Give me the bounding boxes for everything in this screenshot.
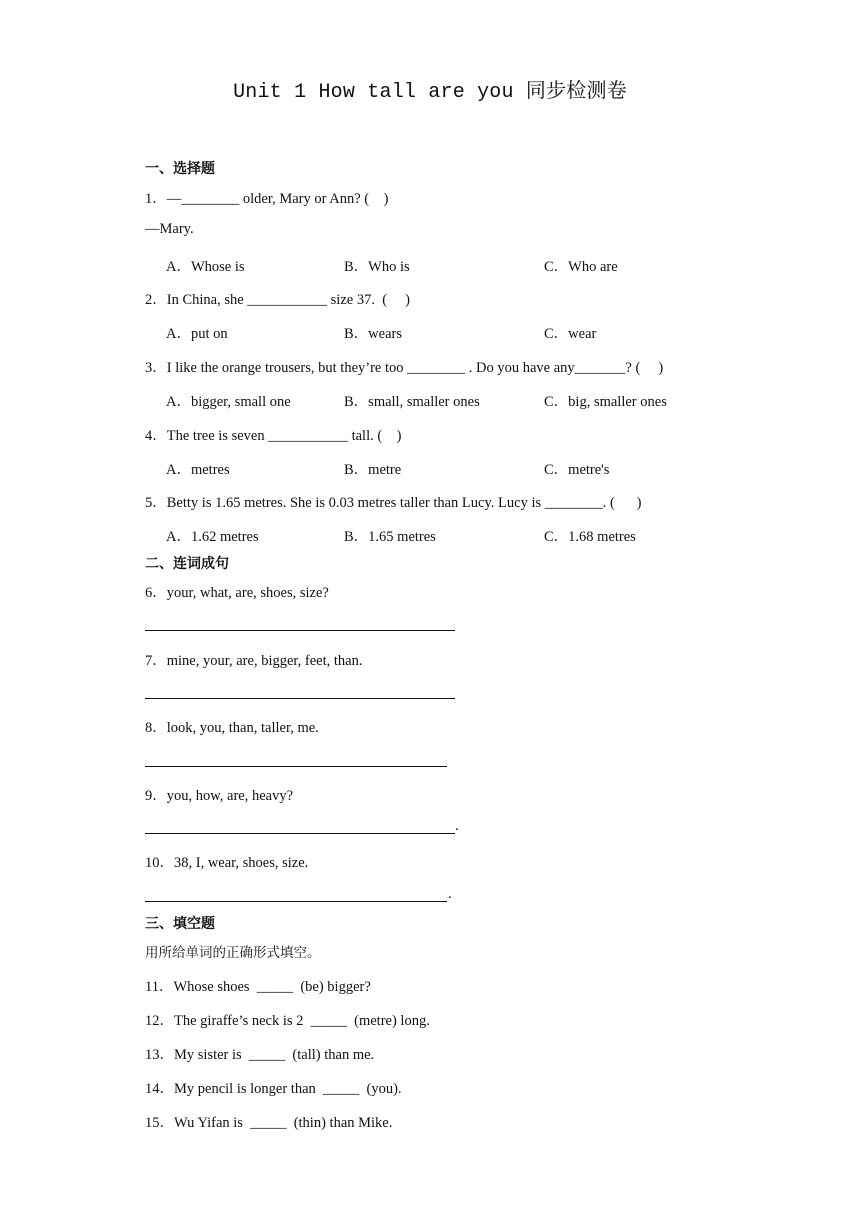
answer-line-6[interactable]: [145, 614, 455, 631]
option-b: B．wears: [344, 326, 402, 342]
question-11: 11．Whose shoes _____ (be) bigger?: [145, 979, 371, 995]
question-12: 12．The giraffe’s neck is 2 _____ (metre) long.: [145, 1013, 430, 1029]
question-3-options: [166, 390, 766, 410]
answer-period: .: [448, 886, 452, 902]
section-heading-fill-blank: 三、填空题: [145, 916, 215, 932]
option-c: C．Who are: [544, 259, 618, 275]
answer-period: .: [455, 818, 459, 834]
answer-line-9[interactable]: [145, 817, 455, 834]
question-3-stem: 3．I like the orange trousers, but they’re too ________ . Do you have any_______? ( ): [145, 360, 664, 376]
question-7-words: 7．mine, your, are, bigger, feet, than.: [145, 653, 363, 669]
page-title: Unit 1 How tall are you 同步检测卷: [233, 81, 627, 104]
option-c: C．metre's: [544, 462, 610, 478]
answer-line-7[interactable]: [145, 682, 455, 699]
section-heading-sentence-building: 二、连词成句: [145, 556, 229, 572]
question-5-stem: 5．Betty is 1.65 metres. She is 0.03 metres taller than Lucy. Lucy is ________. ( ): [145, 495, 642, 511]
option-b: B．1.65 metres: [344, 529, 436, 545]
option-a: A．metres: [166, 462, 230, 478]
question-15: 15．Wu Yifan is _____ (thin) than Mike.: [145, 1115, 393, 1131]
option-c: C．1.68 metres: [544, 529, 636, 545]
question-4-options: [166, 458, 766, 478]
question-2-stem: 2．In China, she ___________ size 37. ( ): [145, 292, 410, 308]
question-1-options: [166, 255, 766, 275]
question-8-words: 8．look, you, than, taller, me.: [145, 720, 319, 736]
question-2-options: [166, 322, 766, 342]
option-c: C．big, smaller ones: [544, 394, 667, 410]
option-b: B．small, smaller ones: [344, 394, 480, 410]
question-10-words: 10．38, I, wear, shoes, size.: [145, 855, 309, 871]
question-9-words: 9．you, how, are, heavy?: [145, 788, 294, 804]
section-heading-choice: 一、选择题: [145, 161, 215, 177]
question-5-options: [166, 525, 766, 545]
option-c: C．wear: [544, 326, 597, 342]
option-b: B．Who is: [344, 259, 410, 275]
answer-line-10[interactable]: [145, 885, 447, 902]
answer-line-8[interactable]: [145, 750, 447, 767]
question-6-words: 6．your, what, are, shoes, size?: [145, 585, 329, 601]
option-b: B．metre: [344, 462, 402, 478]
question-1-reply: —Mary.: [145, 221, 194, 237]
question-13: 13．My sister is _____ (tall) than me.: [145, 1047, 375, 1063]
option-a: A．1.62 metres: [166, 529, 259, 545]
option-a: A．bigger, small one: [166, 394, 291, 410]
fill-blank-instruction: 用所给单词的正确形式填空。: [145, 945, 321, 961]
option-a: A．put on: [166, 326, 228, 342]
question-1-stem: 1．—________ older, Mary or Ann? ( ): [145, 191, 389, 207]
question-14: 14．My pencil is longer than _____ (you).: [145, 1081, 402, 1097]
option-a: A．Whose is: [166, 259, 245, 275]
question-4-stem: 4．The tree is seven ___________ tall. ( ): [145, 428, 402, 444]
